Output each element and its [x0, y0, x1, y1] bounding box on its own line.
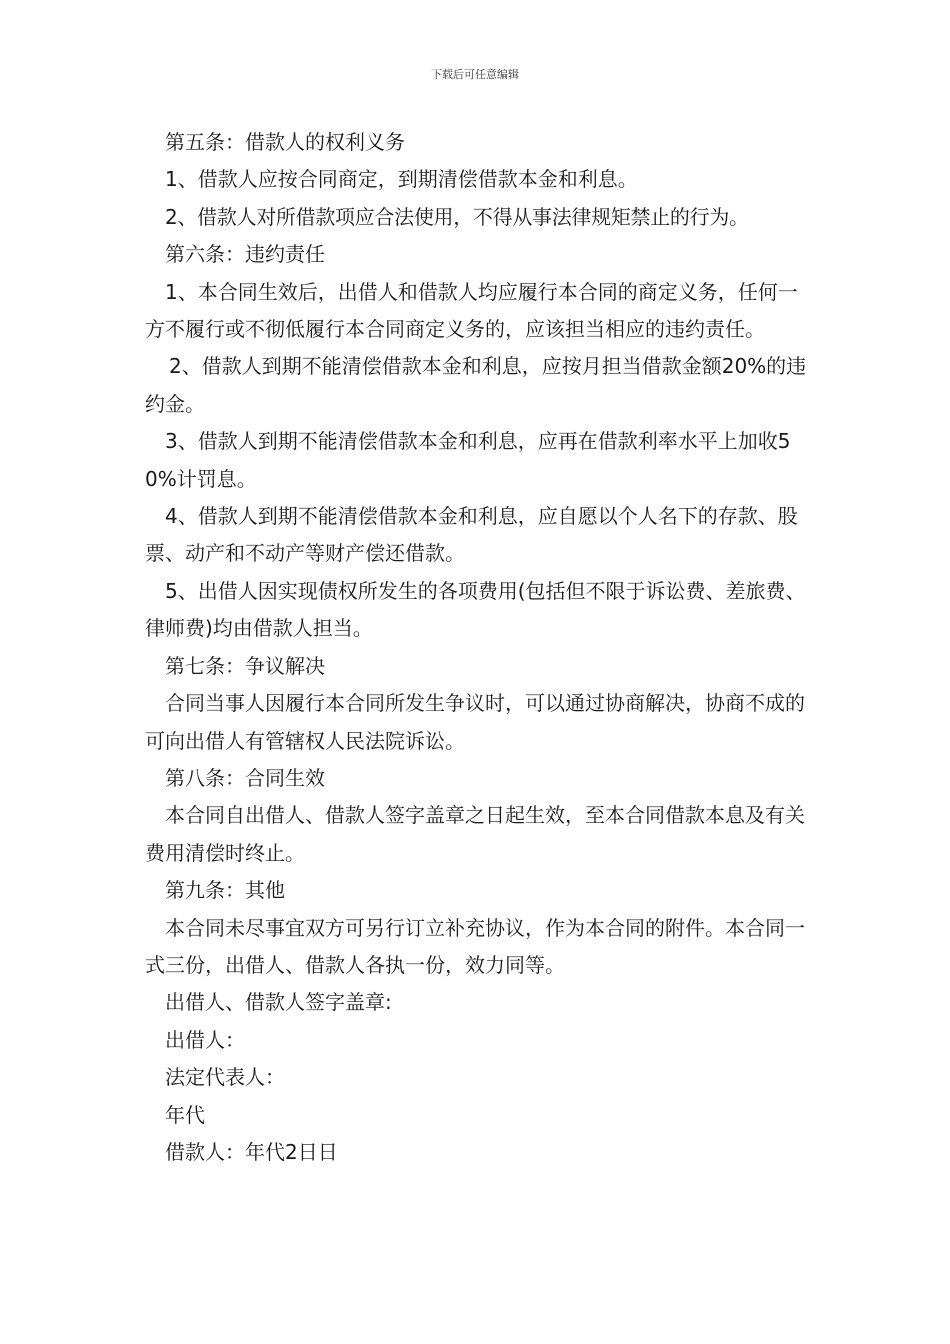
legal-representative-line: 法定代表人： [165, 1065, 285, 1090]
article-5-heading: 第五条：借款人的权利义务 [165, 130, 405, 154]
article-9-heading: 第九条：其他 [165, 878, 285, 903]
article-7-heading: 第七条：争议解决 [165, 653, 325, 678]
article-6-clause-1: 1、本合同生效后，出借人和借款人均应履行本合同的商定义务，任何一方不履行或不彻低履行本合同商定义务的，应该担当相应的违约责任。 [145, 279, 798, 342]
article-9-body: 本合同未尽事宜双方可另行订立补充协议，作为本合同的附件。本合同一式三份，出借人、借款人各执一份，效力同等。 [145, 915, 805, 977]
article-6-clause-5: 5、出借人因实现债权所发生的各项费用(包括但不限于诉讼费、差旅费、律师费)均由借款人担当。 [145, 578, 806, 641]
article-6-clause-2: 2、借款人到期不能清偿借款本金和利息，应按月担当借款金额20%的违约金。 [145, 354, 807, 416]
article-5-clause-2: 2、借款人对所借款项应合法使用，不得从事法律规矩禁止的行为。 [165, 204, 749, 229]
lender-signature-line: 出借人： [165, 1027, 245, 1052]
article-5-clause-1: 1、借款人应按合同商定，到期清偿借款本金和利息。 [165, 167, 638, 192]
page-header: 下载后可任意编辑 [431, 68, 519, 81]
article-6-clause-3: 3、借款人到期不能清偿借款本金和利息，应再在借款利率水平上加收50%计罚息。 [145, 429, 791, 491]
date-line: 年代 [165, 1102, 205, 1127]
signature-heading: 出借人、借款人签字盖章: [165, 990, 392, 1015]
article-6-clause-4: 4、借款人到期不能清偿借款本金和利息，应自愿以个人名下的存款、股票、动产和不动产等财产偿还借款。 [145, 504, 798, 566]
article-8-body: 本合同自出借人、借款人签字盖章之日起生效，至本合同借款本息及有关费用清偿时终止。 [145, 803, 805, 865]
article-7-body: 合同当事人因履行本合同所发生争议时，可以通过协商解决，协商不成的可向出借人有管辖权人民法院诉讼。 [145, 691, 805, 753]
borrower-signature-line: 借款人：年代2日日 [165, 1139, 338, 1164]
article-6-heading: 第六条：违约责任 [165, 242, 325, 267]
document-body [145, 124, 810, 1171]
article-8-heading: 第八条：合同生效 [165, 765, 325, 790]
